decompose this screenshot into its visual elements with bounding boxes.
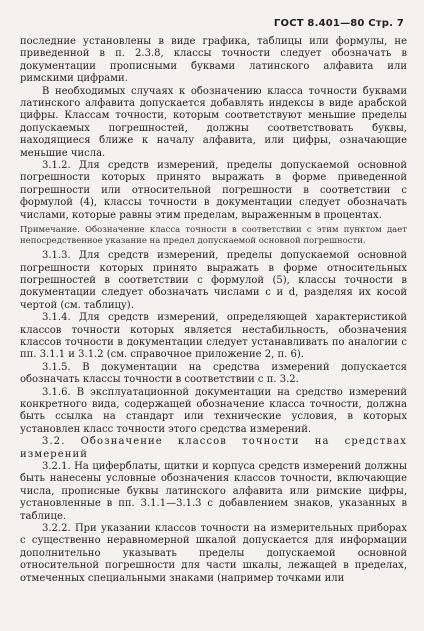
paragraph: 3.1.4. Для средств измерений, определяющей характеристикой классов точности которых является нестабильность, обозначения классов точности в документации следует устанавливать по аналогии с пп. 3.1.1 и 3.1.2 (см. справочное приложение 2, п. 6). xyxy=(20,312,407,361)
note: Примечание. Обозначение класса точности в соответствии с этим пунктом дает непосредственное указание на предел допускаемой основной погрешности. xyxy=(20,225,407,247)
document-body xyxy=(20,36,407,585)
section-heading: 3.2. Обозначение классов точности на средствах измерений xyxy=(20,436,407,460)
paragraph: последние установлены в виде графика, таблицы или формулы, не приведенной в п. 2.3.8, классы точности следует обозначать в документации прописными буквами латинского алфавита или римскими цифрами. xyxy=(20,36,407,85)
paragraph: В необходимых случаях к обозначению класса точности буквами латинского алфавита допускается добавлять индексы в виде арабской цифры. Классам точности, которым соответствуют меньшие пределы допускаемых погрешностей, должны соответствовать буквы, находящиеся ближе к началу алфавита, или цифры, означающие меньшие числа. xyxy=(20,85,407,159)
paragraph: 3.1.2. Для средств измерений, пределы допускаемой основной погрешности которых принято выражать в форме приведенной погрешности или относительной погрешности в соответствии с формулой (4), классы точности в документации следует обозначать числами, которые равны этим пределам, выраженным в процентах. xyxy=(20,160,407,221)
page-header: ГОСТ 8.401—80 Стр. 7 xyxy=(273,18,404,29)
paragraph: 3.1.6. В эксплуатационной документации на средство измерений конкретного вида, содержащей обозначение класса точности, должна быть ссылка на стандарт или технические условия, в которых установлен класс точности этого средства измерений. xyxy=(20,386,407,435)
paragraph: 3.1.5. В документации на средства измерений допускается обозначать классы точности в соответствии с п. 3.2. xyxy=(20,361,407,386)
paragraph: 3.2.2. При указании классов точности на измерительных приборах с существенно неравномерной шкалой допускается для информации дополнительно указывать пределы допускаемой основной относительной погрешности для части шкалы, лежащей в пределах, отмеченных специальными знаками (например точками или xyxy=(20,523,407,584)
paragraph: 3.2.1. На циферблаты, щитки и корпуса средств измерений должны быть нанесены условные обозначения классов точности, включающие числа, прописные буквы латинского алфавита или римские цифры, установленные в пп. 3.1.1—3.1.3 с добавлением знаков, указанных в таблице. xyxy=(20,461,407,522)
paragraph: 3.1.3. Для средств измерений, пределы допускаемой основной погрешности которых принято выражать в форме относительных погрешностей в соответствии с формулой (5), классы точности в документации следует обозначать числами c и d, разделяя их косой чертой (см. таблицу). xyxy=(20,250,407,311)
